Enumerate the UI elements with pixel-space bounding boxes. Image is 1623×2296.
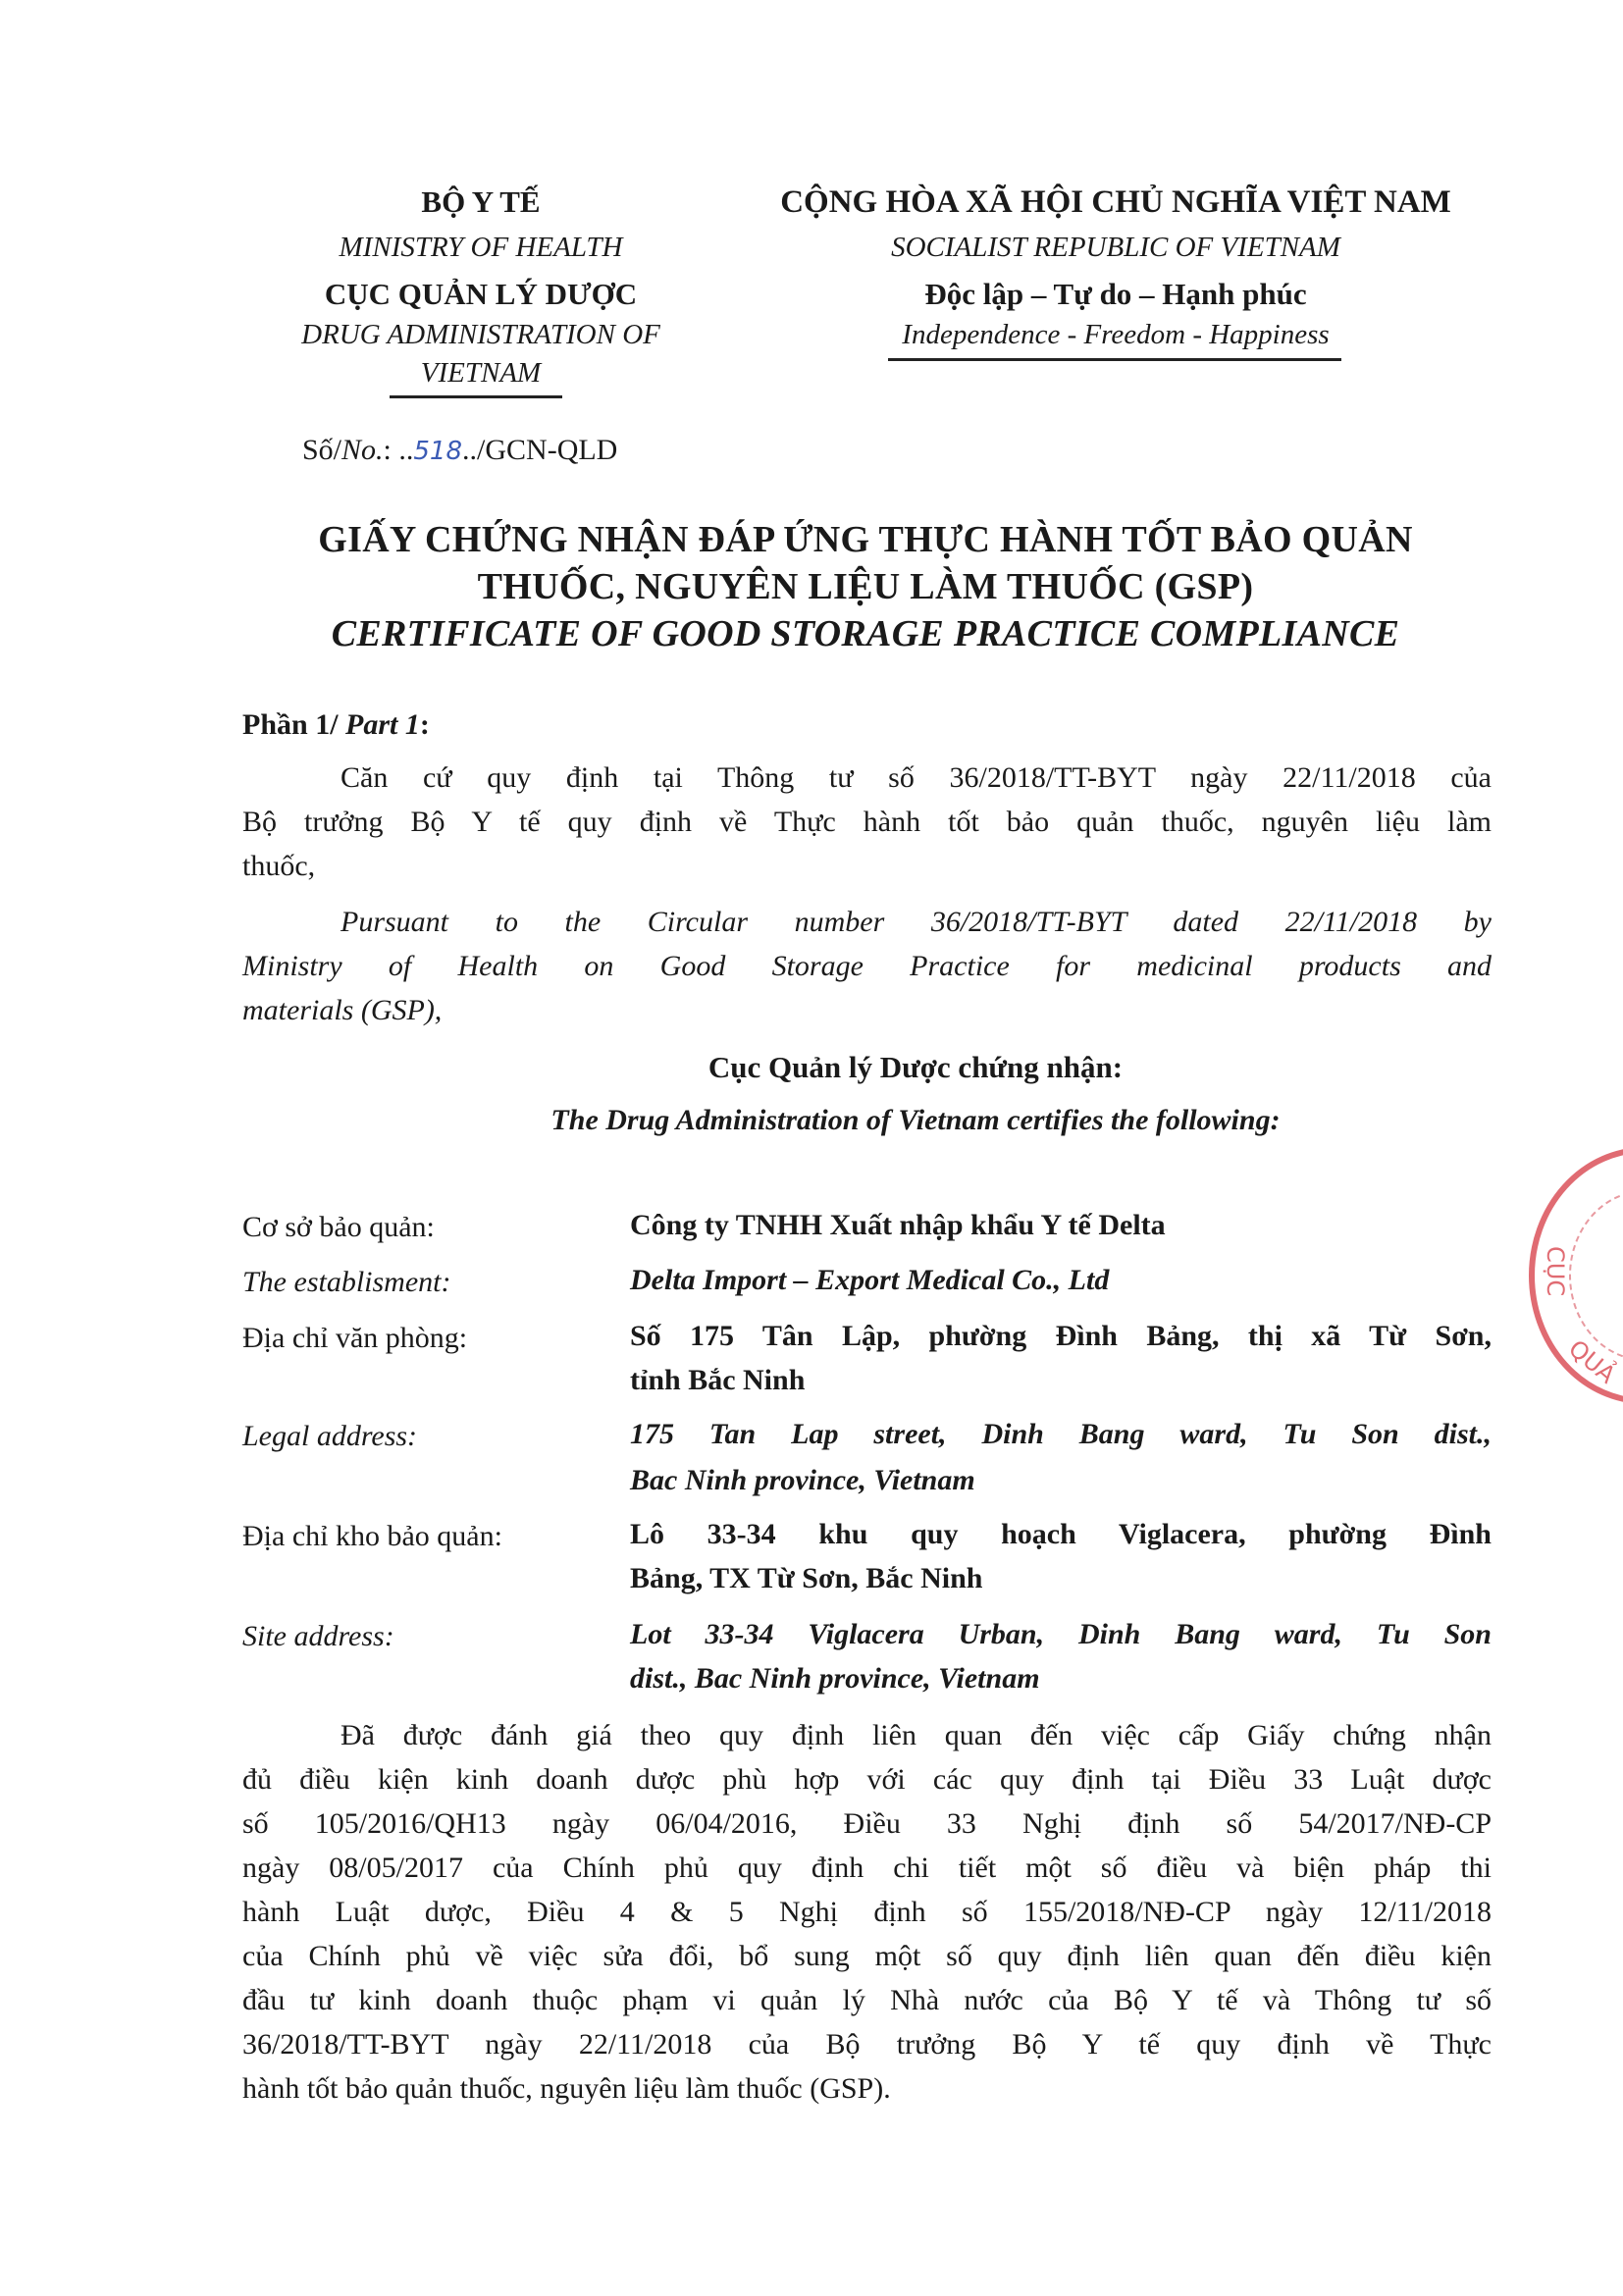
basis-vi-line: Căn cứ quy định tại Thông tư số 36/2018/TT-BYT ngày 22/11/2018 của — [340, 761, 1492, 794]
document-number — [302, 434, 617, 467]
certifies-vi: Cục Quản lý Dược chứng nhận: — [707, 1050, 1124, 1084]
title-line-1: GIẤY CHỨNG NHẬN ĐÁP ỨNG THỰC HÀNH TỐT BẢO QUẢN — [318, 519, 1413, 560]
stamp-text: QUẢ — [1563, 1334, 1621, 1389]
basis-en-line: Ministry of Health on Good Storage Practice for medicinal products and — [242, 950, 1492, 982]
header-right-rule — [888, 358, 1341, 361]
office-address-line: Số 175 Tân Lập, phường Đình Bảng, thị xã Từ Sơn, — [630, 1320, 1492, 1352]
department-name-en-2: VIETNAM — [420, 357, 542, 389]
site-address-line-vi: Bảng, TX Từ Sơn, Bắc Ninh — [630, 1562, 983, 1594]
number-dots: : .. — [383, 434, 414, 466]
title-line-3-en: CERTIFICATE OF GOOD STORAGE PRACTICE COMPLIANCE — [331, 613, 1400, 654]
site-address-label-en: Site address: — [242, 1620, 394, 1652]
assessment-line: hành tốt bảo quản thuốc, nguyên liệu làm thuốc (GSP). — [242, 2072, 891, 2105]
site-address-line-vi: Lô 33-34 khu quy hoạch Viglacera, phường Đình — [630, 1518, 1492, 1550]
assessment-line: 36/2018/TT-BYT ngày 22/11/2018 của Bộ trưởng Bộ Y tế quy định về Thực — [242, 2028, 1492, 2061]
motto-vi: Độc lập – Tự do – Hạnh phúc — [924, 277, 1307, 311]
number-value: 518 — [413, 437, 463, 466]
number-suffix: ../GCN-QLD — [462, 434, 618, 466]
legal-address-label: Legal address: — [242, 1420, 418, 1452]
basis-en-line: materials (GSP), — [242, 994, 443, 1026]
establishment-label-vi: Cơ sở bảo quản: — [242, 1211, 435, 1243]
part-colon: : — [419, 708, 430, 741]
assessment-line: Đã được đánh giá theo quy định liên quan đến việc cấp Giấy chứng nhận — [340, 1719, 1492, 1751]
title-line-2: THUỐC, NGUYÊN LIỆU LÀM THUỐC (GSP) — [477, 566, 1254, 607]
motto-en: Independence - Freedom - Happiness — [902, 319, 1330, 350]
office-address-line: tỉnh Bắc Ninh — [630, 1364, 806, 1396]
assessment-line: hành Luật dược, Điều 4 & 5 Nghị định số 155/2018/NĐ-CP ngày 12/11/2018 — [242, 1896, 1492, 1928]
site-address-label-vi: Địa chỉ kho bảo quản: — [242, 1520, 502, 1552]
department-name-vi: CỤC QUẢN LÝ DƯỢC — [324, 277, 638, 311]
establishment-label-en: The establisment: — [242, 1266, 451, 1298]
ministry-name-en: MINISTRY OF HEALTH — [339, 232, 623, 263]
legal-address-line: Bac Ninh province, Vietnam — [630, 1464, 975, 1496]
ministry-name-vi: BỘ Y TẾ — [421, 184, 541, 219]
establishment-value-vi: Công ty TNHH Xuất nhập khẩu Y tế Delta — [630, 1209, 1166, 1241]
basis-vi-line: thuốc, — [242, 850, 316, 882]
assessment-line: của Chính phủ về việc sửa đổi, bổ sung một số quy định liên quan đến điều kiện — [242, 1940, 1492, 1972]
assessment-line: đủ điều kiện kinh doanh dược phù hợp với các quy định tại Điều 33 Luật dược — [242, 1763, 1492, 1796]
site-address-line-en: dist., Bac Ninh province, Vietnam — [630, 1662, 1040, 1695]
department-name-en-1: DRUG ADMINISTRATION OF — [301, 319, 660, 350]
office-address-label: Địa chỉ văn phòng: — [242, 1322, 468, 1354]
assessment-line: ngày 08/05/2017 của Chính phủ quy định chi tiết một số điều và biện pháp thi — [242, 1852, 1492, 1884]
country-name-vi: CỘNG HÒA XÃ HỘI CHỦ NGHĨA VIỆT NAM — [780, 184, 1451, 220]
part-heading — [242, 708, 430, 742]
country-name-en: SOCIALIST REPUBLIC OF VIETNAM — [891, 232, 1340, 263]
part-label-vi: Phần 1/ — [242, 708, 346, 741]
number-prefix-en: No. — [341, 434, 384, 466]
header-left-rule — [390, 395, 562, 398]
part-label-en: Part 1 — [345, 708, 420, 741]
stamp-text: CỤC — [1542, 1246, 1569, 1297]
number-prefix: Số/ — [302, 434, 342, 466]
site-address-line-en: Lot 33-34 Viglacera Urban, Dinh Bang ward, Tu Son — [630, 1618, 1492, 1650]
legal-address-line: 175 Tan Lap street, Dinh Bang ward, Tu Son dist., — [630, 1418, 1492, 1450]
official-stamp-inner-ring — [1570, 1191, 1623, 1360]
establishment-value-en: Delta Import – Export Medical Co., Ltd — [630, 1264, 1110, 1296]
basis-en-line: Pursuant to the Circular number 36/2018/TT-BYT dated 22/11/2018 by — [340, 906, 1492, 938]
assessment-line: số 105/2016/QH13 ngày 06/04/2016, Điều 33 Nghị định số 54/2017/NĐ-CP — [242, 1807, 1492, 1840]
official-stamp — [1526, 1143, 1623, 1413]
assessment-line: đầu tư kinh doanh thuộc phạm vi quản lý Nhà nước của Bộ Y tế và Thông tư số — [242, 1984, 1492, 2016]
basis-vi-line: Bộ trưởng Bộ Y tế quy định về Thực hành tốt bảo quản thuốc, nguyên liệu làm — [242, 806, 1492, 838]
certifies-en: The Drug Administration of Vietnam certifies the following: — [550, 1104, 1281, 1136]
